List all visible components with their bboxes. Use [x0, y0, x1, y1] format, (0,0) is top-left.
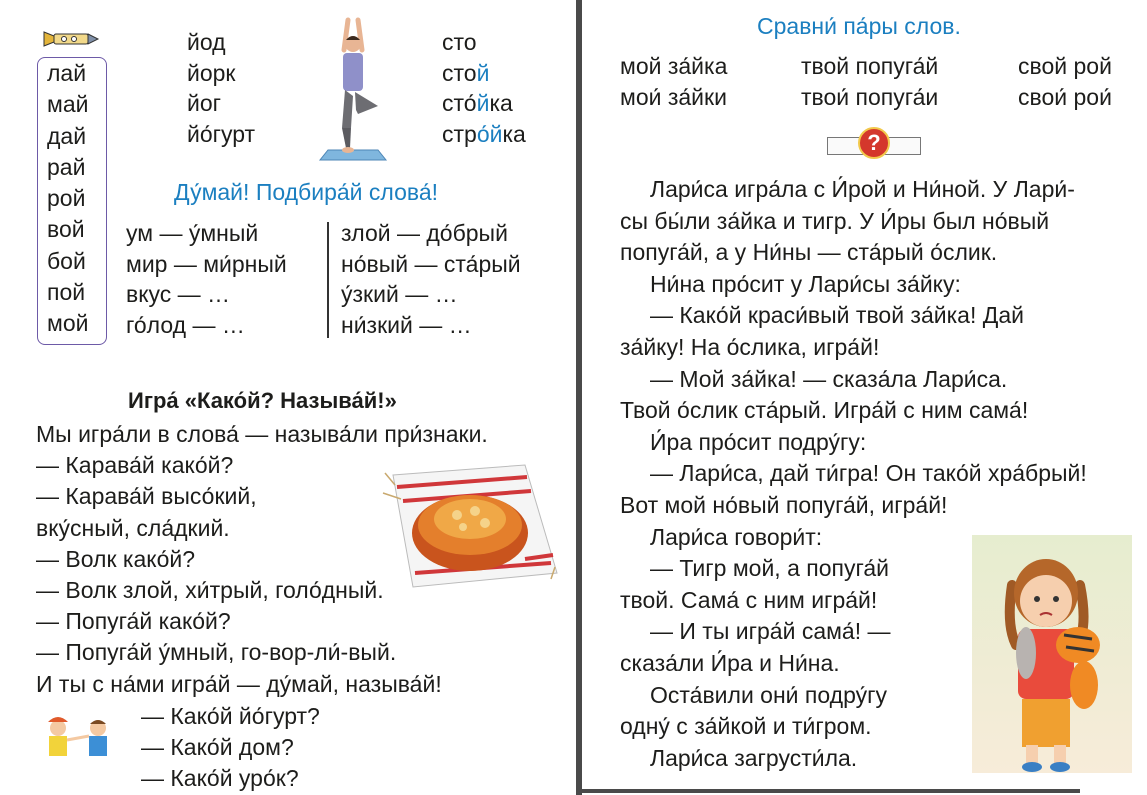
- word-pair: мир — ми́рный: [126, 250, 287, 277]
- story-line: Вот мой но́вый попуга́й, игра́й!: [620, 491, 948, 518]
- text-line: — Волк како́й?: [36, 545, 196, 572]
- story-line: за́йку! На о́слика, игра́й!: [620, 333, 880, 360]
- story-line: И́ра про́сит подру́гу:: [650, 428, 867, 455]
- page-gutter: [576, 0, 582, 795]
- sto-word: сто́йка: [442, 90, 513, 116]
- compare-heading: Сравни́ па́ры слов.: [757, 13, 961, 39]
- rocket-icon: [42, 30, 100, 48]
- y-word-list: [187, 27, 255, 149]
- yoga-pose-illustration: [318, 10, 388, 166]
- pairs-left: [126, 218, 287, 340]
- story-line: Твой о́слик ста́рый. Игра́й с ним сама́!: [620, 397, 1029, 424]
- story-line: сы бы́ли за́йка и тигр. У И́ры был но́вый: [620, 207, 1050, 234]
- text-line: Мы игра́ли в слова́ — называ́ли при́знаки.: [36, 421, 488, 447]
- syllable: лай: [47, 60, 87, 86]
- y-word: йод: [187, 29, 226, 55]
- word-pair: ни́зкий — …: [341, 311, 472, 338]
- word-pair: но́вый — ста́рый: [341, 250, 521, 277]
- compare-cell: свои́ рои́: [1018, 84, 1112, 110]
- story-line: — Лари́са, дай ти́гра! Он тако́й хра́брый!: [650, 460, 1087, 487]
- syllable: бой: [47, 247, 86, 274]
- think-heading: Ду́май! Подбира́й слова́!: [174, 179, 439, 205]
- girl-with-toys-illustration: [972, 535, 1132, 773]
- children-playing-icon: [36, 712, 122, 758]
- sto-word-list: [442, 27, 526, 149]
- sto-word: стро́йка: [442, 120, 526, 147]
- story-line: Лари́са говори́т:: [650, 523, 823, 550]
- story-line: — Како́й краси́вый твой за́йка! Дай: [650, 302, 1024, 329]
- question-mark-icon: ?: [858, 127, 890, 159]
- syllable: рой: [47, 185, 86, 212]
- word-pair: злой — до́брый: [341, 220, 508, 246]
- story-line: Ни́на про́сит у Лари́сы за́йку:: [650, 270, 961, 297]
- compare-cell: твой попуга́й: [801, 53, 939, 79]
- question-line: — Како́й уро́к?: [141, 765, 299, 791]
- word-pair: го́лод — …: [126, 311, 245, 338]
- syllable: мой: [47, 310, 89, 337]
- syllable: пой: [47, 279, 86, 306]
- story-line: Лари́са загрусти́ла.: [650, 744, 858, 771]
- compare-cell: мой за́йка: [620, 53, 728, 79]
- sto-word: сто: [442, 29, 477, 55]
- sto-word: стой: [442, 59, 490, 86]
- story-line: Лари́са игра́ла с И́рой и Ни́ной. У Лари́-: [650, 176, 1075, 202]
- pairs-right: [341, 218, 521, 340]
- text-line: — Карава́й высо́кий,: [36, 483, 257, 510]
- word-pair: ум — у́мный: [126, 220, 259, 246]
- y-word: йог: [187, 90, 222, 116]
- text-line: — Волк злой, хи́трый, голо́дный.: [36, 577, 384, 604]
- syllable: дай: [47, 122, 87, 149]
- compare-cell: мои́ за́йки: [620, 84, 727, 110]
- text-line: — Попуга́й како́й?: [36, 608, 231, 635]
- word-pair: у́зкий — …: [341, 281, 458, 307]
- text-line: — Попуга́й у́мный, го-вор-ли́-вый.: [36, 639, 397, 666]
- story-line: твой. Сама́ с ним игра́й!: [620, 586, 878, 613]
- compare-cell: твои́ попуга́и: [801, 84, 939, 110]
- story-line: попуга́й, а у Ни́ны — ста́рый о́слик.: [620, 239, 998, 266]
- question-sign: [827, 130, 921, 161]
- story-line: — Тигр мой, а попуга́й: [650, 555, 889, 582]
- story-line: — И ты игра́й сама́! —: [650, 618, 891, 645]
- story-line: — Мой за́йка! — сказа́ла Лари́са.: [650, 365, 1008, 392]
- syllable: рай: [47, 153, 86, 180]
- syllable: май: [47, 91, 89, 118]
- game-title: Игра́ «Како́й? Называ́й!»: [128, 388, 397, 413]
- text-line: — Карава́й како́й?: [36, 452, 234, 479]
- question-line: — Како́й йо́гурт?: [141, 703, 320, 729]
- story-line: одну́ с за́йкой и ти́гром.: [620, 713, 872, 740]
- word-pair: вкус — …: [126, 281, 231, 307]
- question-line: — Како́й дом?: [141, 734, 294, 760]
- compare-cell: свой рой: [1018, 53, 1112, 79]
- y-word: йо́гурт: [187, 120, 256, 147]
- column-divider: [327, 222, 329, 338]
- text-line: вку́сный, сла́дкий.: [36, 514, 230, 541]
- question-list: [141, 701, 320, 794]
- story-line: Оста́вили они́ подру́гу: [650, 681, 887, 708]
- story-line: сказа́ли И́ра и Ни́на.: [620, 649, 840, 676]
- text-line: И ты с на́ми игра́й — ду́май, называ́й!: [36, 670, 442, 697]
- syllable: вой: [47, 216, 85, 243]
- syllable-list: [47, 58, 88, 340]
- y-word: йорк: [187, 59, 236, 86]
- karavai-bread-illustration: [375, 455, 560, 590]
- page-frame-bottom: [582, 789, 1080, 793]
